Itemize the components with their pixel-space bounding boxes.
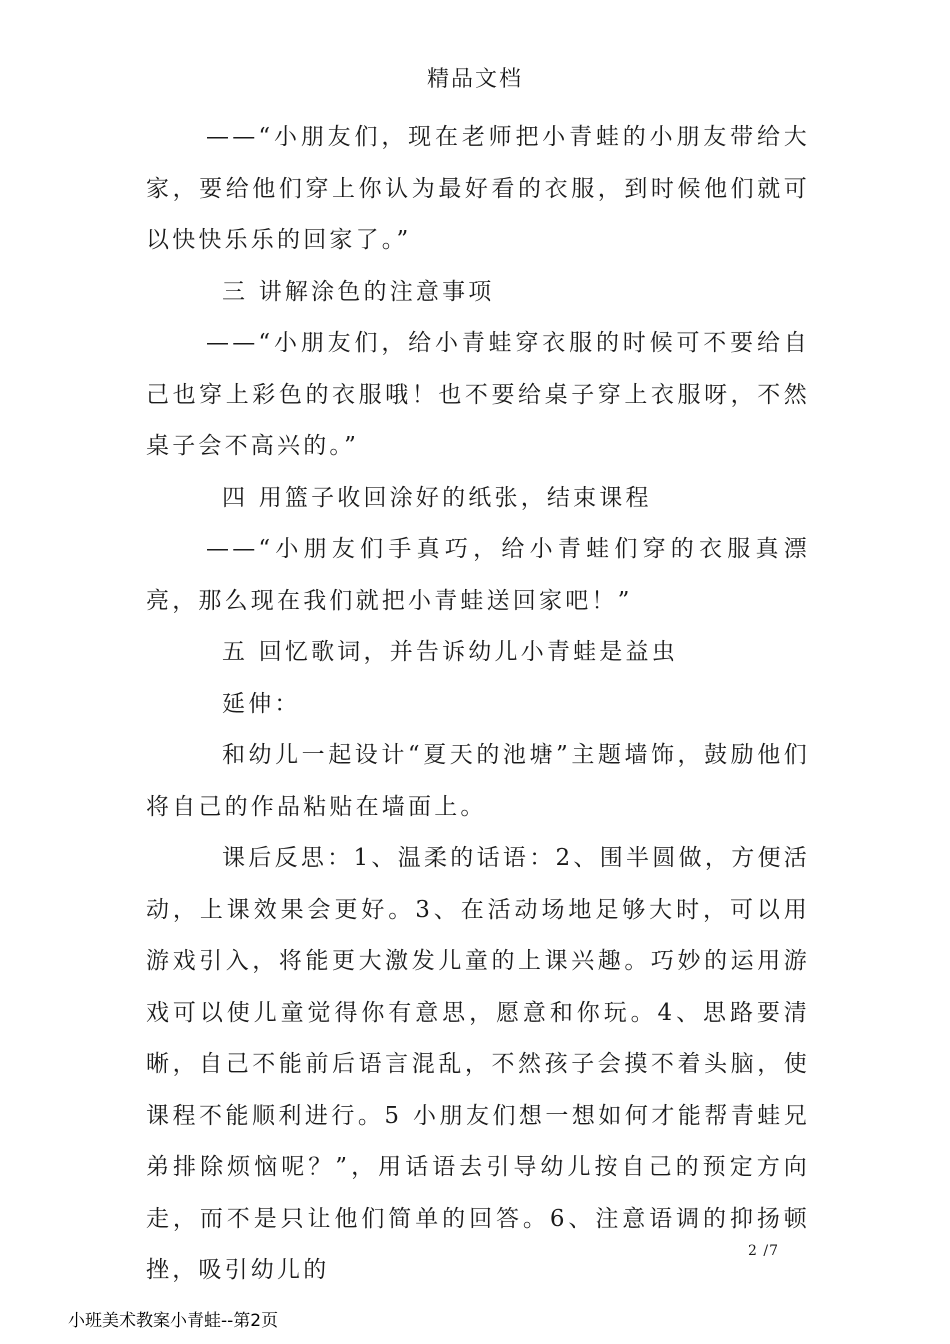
paragraph-section-4: 四 用篮子收回涂好的纸张，结束课程 (222, 484, 652, 511)
paragraph-reflection: 课后反思：1、温柔的话语：2、围半圆做，方便活动，上课效果会更好。3、在活动场地足够大时，可以用游戏引入，将能更大激发儿童的上课兴趣。巧妙的运用游戏可以使儿童觉得你有意思，愿意和你玩。4、思路要清晰，自己不能前后语言混乱，不然孩子会摸不着头脑，使课程不能顺利进行。5 小朋友们想一想如何才能帮青蛙兄弟排除烦恼呢？”，用话语去引导幼儿按自己的预定方向走，而不是只让他们简单的回答。6、注意语调的抑扬顿挫，吸引幼儿的 (146, 845, 810, 1283)
page-number: 2 /7 (748, 1243, 779, 1259)
page-footer: 小班美术教案小青蛙--第2页 (68, 1311, 279, 1331)
paragraph-dialogue-2: ——“小朋友们，给小青蛙穿衣服的时候可不要给自己也穿上彩色的衣服哦！也不要给桌子穿上衣服呀，不然桌子会不高兴的。” (146, 330, 810, 459)
paragraph-section-5: 五 回忆歌词，并告诉幼儿小青蛙是益虫 (222, 639, 678, 665)
paragraph-dialogue-1: ——“小朋友们，现在老师把小青蛙的小朋友带给大家，要给他们穿上你认为最好看的衣服，到时候他们就可以快快乐乐的回家了。” (146, 124, 810, 253)
paragraph-extension: 和幼儿一起设计“夏天的池塘”主题墙饰，鼓励他们将自己的作品粘贴在墙面上。 (146, 742, 810, 820)
page-header: 精品文档 (426, 67, 523, 92)
paragraph-extension-heading: 延伸： (222, 690, 301, 717)
document-body (146, 112, 810, 1297)
paragraph-dialogue-3: ——“小朋友们手真巧，给小青蛙们穿的衣服真漂亮，那么现在我们就把小青蛙送回家吧！” (146, 536, 810, 614)
paragraph-section-3: 三 讲解涂色的注意事项 (222, 278, 495, 305)
